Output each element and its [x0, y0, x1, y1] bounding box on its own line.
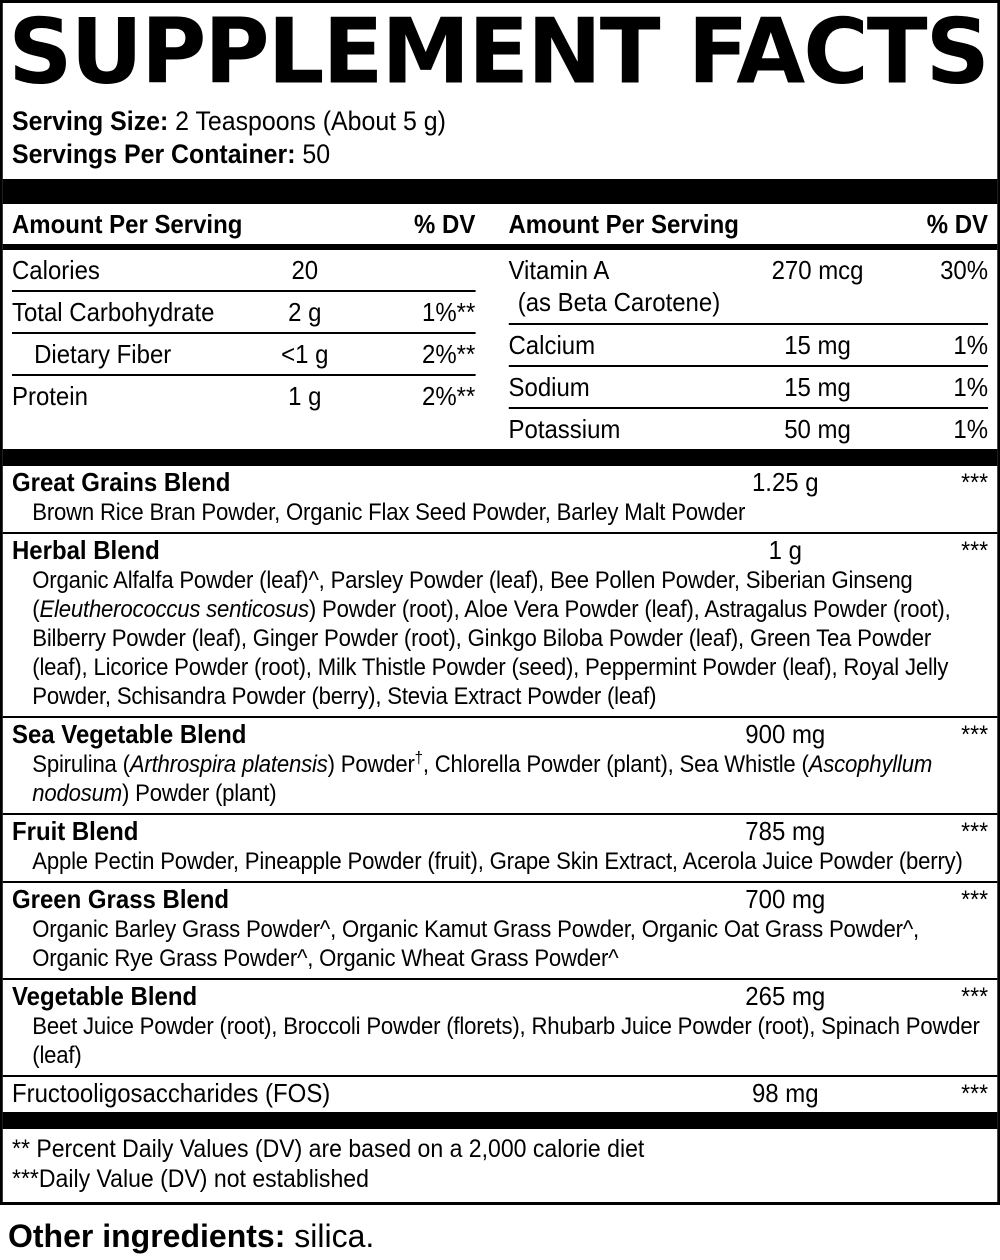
nutrient-dv: 2%** [422, 381, 476, 411]
blend-amount: 1 g [768, 535, 802, 565]
blend-amount: 700 mg [745, 884, 826, 914]
divider-bar-footnotes [3, 1112, 998, 1129]
amount-per-serving-header: Amount Per Serving [11, 209, 243, 239]
footnotes [3, 1129, 998, 1202]
divider-bar-top [3, 179, 998, 204]
ingredient-text: , Chlorella Powder (plant), Sea Whistle ( [422, 751, 809, 778]
percent-dv-header: % DV [414, 209, 476, 239]
nutrient-amount: 270 mcg [771, 255, 864, 285]
nutrition-column-left [3, 250, 490, 416]
nutrient-row [509, 367, 989, 409]
blend-name: Fructooligosaccharides (FOS) [11, 1078, 331, 1108]
nutrient-row [509, 409, 989, 449]
nutrition-table [3, 250, 998, 449]
blend-ingredients [12, 750, 988, 810]
blend-dv: *** [961, 469, 989, 497]
ingredient-text: Spirulina ( [32, 751, 130, 778]
blend-dv: *** [961, 983, 989, 1011]
blend-section [3, 466, 998, 532]
percent-dv-header: % DV [926, 209, 989, 239]
blend-amount: 1.25 g [751, 467, 819, 497]
latin-name: Arthrospira platensis [129, 751, 328, 778]
ingredient-text: ) Powder [327, 751, 415, 778]
nutrient-name: Protein [11, 381, 88, 411]
column-header-right [490, 209, 997, 240]
nutrient-name: Calories [11, 255, 100, 285]
blend-amount: 98 mg [751, 1078, 819, 1108]
blend-amount: 900 mg [745, 719, 826, 749]
divider-bar-blends [3, 449, 998, 466]
nutrient-name: Dietary Fiber [34, 339, 172, 369]
blend-ingredients [12, 566, 988, 713]
blend-ingredients [12, 847, 988, 878]
latin-name: Eleutherococcus senticosus [39, 596, 309, 623]
blend-section [3, 532, 998, 716]
blend-dv: *** [961, 886, 989, 914]
ingredient-text: Apple Pectin Powder, Pineapple Powder (fruit), Grape Skin Extract, Acerola Juice Powder (berry) [32, 848, 963, 875]
nutrient-dv: 1% [953, 414, 989, 444]
blend-dv: *** [961, 537, 989, 565]
blend-section [3, 978, 998, 1075]
blend-name: Sea Vegetable Blend [11, 719, 247, 749]
ingredient-text: Organic Alfalfa Powder (leaf)^, Parsley Powder (leaf), Bee Pollen Powder, Siberian Ginseng ( [32, 567, 913, 623]
blend-sections [3, 466, 998, 1112]
nutrient-amount: <1 g [281, 339, 329, 369]
latin-name: Ascophyllum nodosum [32, 751, 933, 807]
nutrition-column-right [490, 250, 997, 449]
blend-amount: 785 mg [745, 816, 826, 846]
nutrient-dv: 30% [940, 255, 989, 285]
nutrient-row [509, 250, 989, 325]
blend-ingredients [12, 498, 988, 529]
nutrient-amount: 15 mg [784, 372, 851, 402]
other-ingredients-value: silica. [285, 1218, 375, 1254]
panel-title [3, 0, 998, 105]
nutrient-row [12, 376, 475, 416]
blend-section [3, 881, 998, 978]
nutrient-amount: 20 [291, 255, 319, 285]
column-headers [3, 204, 998, 250]
nutrient-dv: 1%** [422, 297, 476, 327]
blend-section [3, 813, 998, 881]
serving-info [3, 99, 998, 179]
servings-per-container-label: Servings Per Container: [11, 139, 296, 169]
blend-section [3, 1075, 998, 1112]
serving-size-line [12, 105, 988, 138]
amount-per-serving-header: Amount Per Serving [508, 209, 739, 239]
nutrient-amount: 2 g [288, 297, 322, 327]
nutrient-name: Vitamin A [508, 255, 610, 285]
nutrient-amount: 50 mg [784, 414, 851, 444]
other-ingredients-label: Other ingredients: [8, 1218, 286, 1254]
nutrient-amount: 1 g [288, 381, 322, 411]
nutrient-amount: 15 mg [784, 330, 851, 360]
column-header-left [3, 209, 490, 240]
nutrient-name: Sodium [508, 372, 590, 402]
blend-dv: *** [961, 721, 989, 749]
serving-size-value: 2 Teaspoons (About 5 g) [168, 106, 446, 136]
nutrient-dv: 1% [953, 330, 989, 360]
other-ingredients-line [0, 1205, 1000, 1260]
panel-title-text: SUPPLEMENT FACTS [8, 0, 988, 105]
nutrient-row [12, 334, 475, 376]
servings-per-container-value: 50 [295, 139, 331, 169]
blend-name: Herbal Blend [11, 535, 160, 565]
nutrient-dv: 1% [953, 372, 989, 402]
nutrient-subname: (as Beta Carotene) [517, 287, 721, 317]
blend-name: Green Grass Blend [11, 884, 230, 914]
nutrient-dv: 2%** [422, 339, 476, 369]
blend-dv: *** [961, 818, 989, 846]
blend-name: Vegetable Blend [11, 981, 198, 1011]
ingredient-text: Organic Barley Grass Powder^, Organic Kamut Grass Powder, Organic Oat Grass Powder^, Organic Rye Grass Powder^, Organic Wheat Grass Powder^ [32, 916, 920, 972]
nutrient-row [12, 292, 475, 334]
nutrient-name: Calcium [508, 330, 596, 360]
blend-ingredients [12, 1012, 988, 1072]
blend-ingredients [12, 915, 988, 975]
blend-name: Great Grains Blend [11, 467, 231, 497]
ingredient-text: Brown Rice Bran Powder, Organic Flax Seed Powder, Barley Malt Powder [32, 499, 746, 526]
ingredient-text: Beet Juice Powder (root), Broccoli Powder (florets), Rhubarb Juice Powder (root), Spinach Powder (leaf) [32, 1013, 980, 1069]
nutrient-row [509, 325, 989, 367]
servings-per-container-line [12, 138, 988, 171]
nutrient-row [12, 250, 475, 292]
blend-name: Fruit Blend [11, 816, 139, 846]
ingredient-text: ) Powder (plant) [121, 780, 277, 807]
ingredient-text: ) Powder (root), Aloe Vera Powder (leaf), Astragalus Powder (root), Bilberry Powder (leaf), Ginger Powder (root), Ginkgo Biloba Powder (leaf), Green Tea Powder (leaf), Licorice Powder (root), Milk Thistle Powder (seed), Peppermint Powder (leaf), Royal Jelly Powder, Schisandra Powder (berry), Stevia Extract Powder (leaf) [32, 596, 951, 710]
dagger-mark: † [414, 749, 423, 767]
footnote-line: ** Percent Daily Values (DV) are based on a 2,000 calorie diet [11, 1135, 645, 1163]
footnote-line: ***Daily Value (DV) not established [11, 1165, 369, 1193]
nutrient-name: Potassium [508, 414, 621, 444]
blend-section [3, 716, 998, 813]
serving-size-label: Serving Size: [11, 106, 169, 136]
blend-dv: *** [961, 1080, 989, 1108]
nutrient-name: Total Carbohydrate [11, 297, 215, 327]
blend-amount: 265 mg [745, 981, 826, 1011]
